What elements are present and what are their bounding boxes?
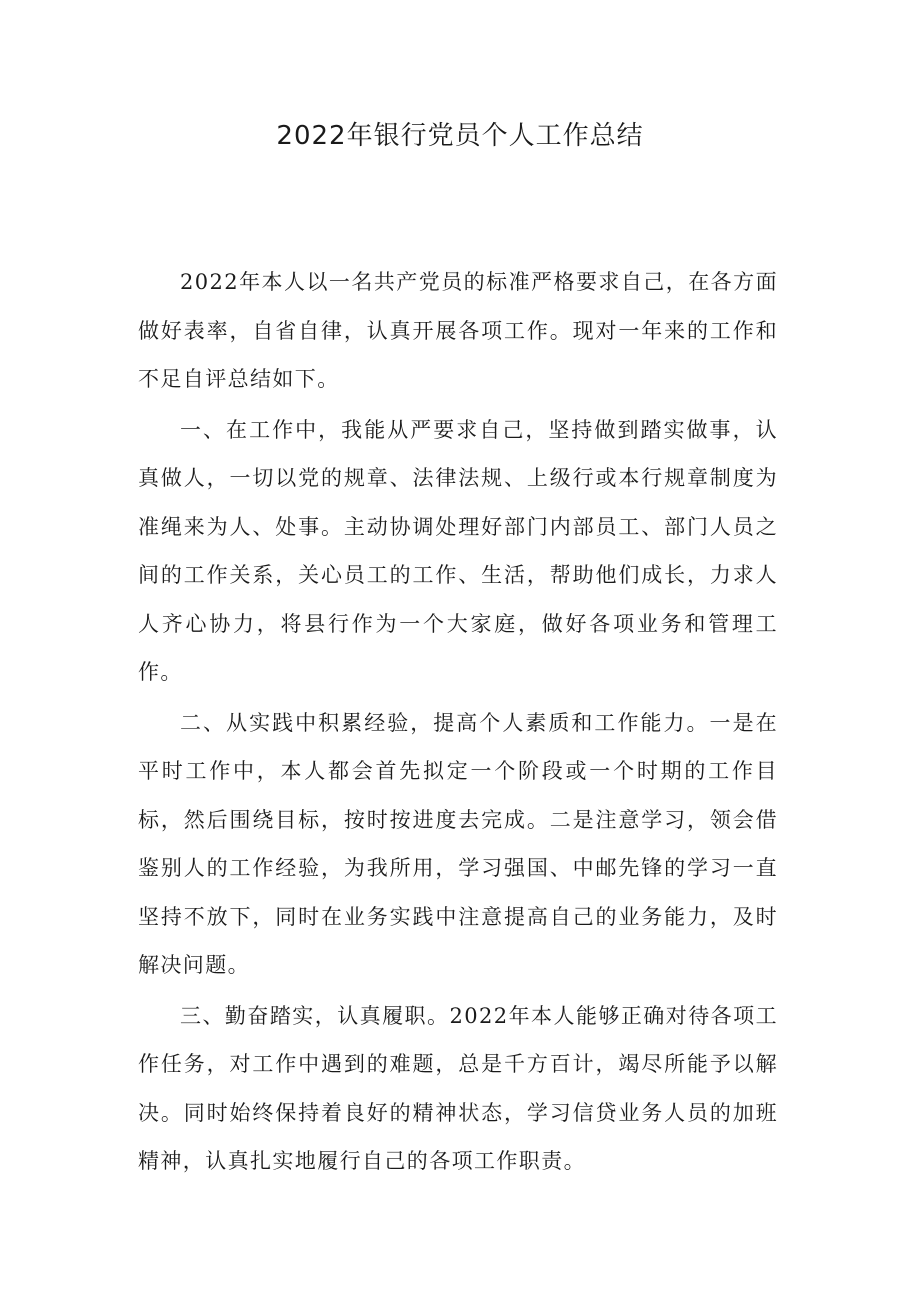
- paragraph-section-3: 三、勤奋踏实，认真履职。2022年本人能够正确对待各项工作任务，对工作中遇到的难题，总是千方百计，竭尽所能予以解决。同时始终保持着良好的精神状态，学习信贷业务人员的加班精神，认真扎实地履行自己的各项工作职责。: [138, 1003, 778, 1173]
- paragraph-section-1: 一、在工作中，我能从严要求自己，坚持做到踏实做事，认真做人，一切以党的规章、法律法规、上级行或本行规章制度为准绳来为人、处事。主动协调处理好部门内部员工、部门人员之间的工作关系，关心员工的工作、生活，帮助他们成长，力求人人齐心协力，将县行作为一个大家庭，做好各项业务和管理工作。: [138, 417, 778, 684]
- paragraph-section-2: 二、从实践中积累经验，提高个人素质和工作能力。一是在平时工作中，本人都会首先拟定一个阶段或一个时期的工作目标，然后围绕目标，按时按进度去完成。二是注意学习，领会借鉴别人的工作经验，为我所用，学习强国、中邮先锋的学习一直坚持不放下，同时在业务实践中注意提高自己的业务能力，及时解决问题。: [138, 710, 778, 977]
- paragraph-intro: 2022年本人以一名共产党员的标准严格要求自己，在各方面做好表率，自省自律，认真开展各项工作。现对一年来的工作和不足自评总结如下。: [138, 270, 778, 391]
- document-body: [138, 258, 778, 1188]
- document-title: 2022年银行党员个人工作总结: [276, 121, 644, 151]
